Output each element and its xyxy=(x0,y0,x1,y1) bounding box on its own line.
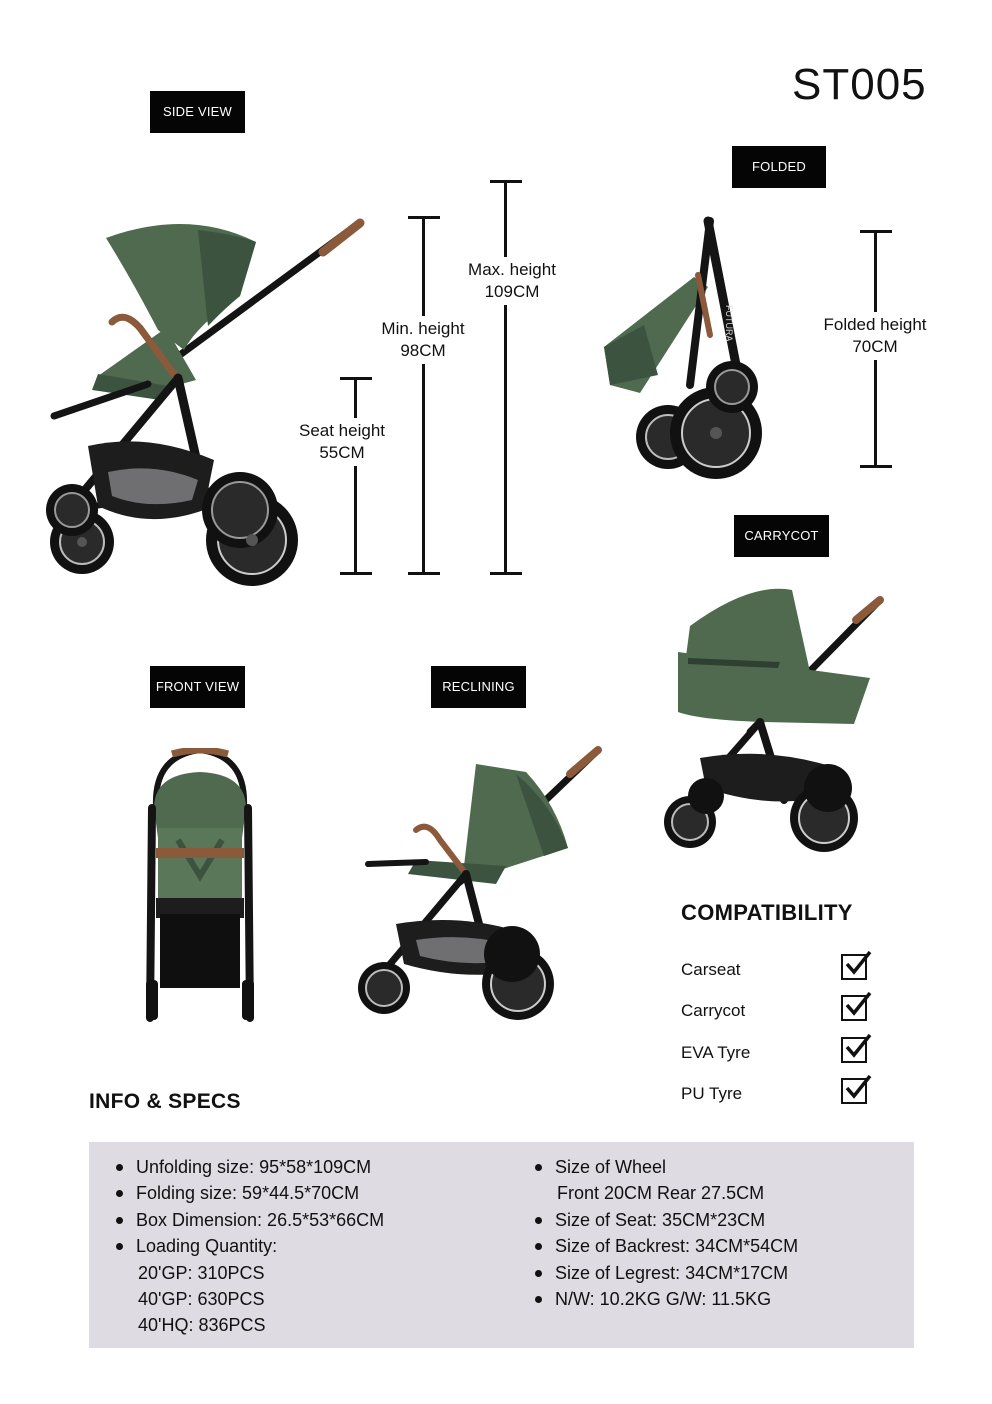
front-view-stroller-image xyxy=(138,748,262,1023)
seat-height-label xyxy=(282,418,402,466)
checkbox-carrycot[interactable] xyxy=(841,995,867,1021)
min-height-value: 98CM xyxy=(400,341,446,360)
max-height-line xyxy=(504,180,507,575)
folded-stroller-image xyxy=(598,215,773,480)
specs-title: INFO & SPECS xyxy=(89,1090,241,1113)
spec-item: N/W: 10.2KG G/W: 11.5KG xyxy=(533,1286,798,1312)
tag-front-view: FRONT VIEW xyxy=(150,666,245,708)
spec-item: Unfolding size: 95*58*109CM xyxy=(114,1154,384,1180)
check-icon xyxy=(844,950,872,976)
min-height-text: Min. height xyxy=(381,319,465,338)
folded-height-bottom-cap xyxy=(860,465,892,468)
specs-panel xyxy=(89,1142,914,1348)
spec-wheel-detail: Front 20CM Rear 27.5CM xyxy=(557,1183,765,1204)
folded-height-text: Folded height xyxy=(823,315,927,334)
check-icon xyxy=(844,991,872,1017)
tag-reclining: RECLINING xyxy=(431,666,526,708)
spec-loading-40hq: 40'HQ: 836PCS xyxy=(138,1315,266,1336)
tag-folded: FOLDED xyxy=(732,146,826,188)
seat-height-value: 55CM xyxy=(319,443,365,462)
spec-item: Size of Backrest: 34CM*54CM xyxy=(533,1233,798,1259)
spec-item: Folding size: 59*44.5*70CM xyxy=(114,1180,384,1206)
min-height-label xyxy=(362,316,484,364)
folded-height-value: 70CM xyxy=(852,337,898,356)
reclining-stroller-image xyxy=(356,744,606,1024)
compat-row-eva-tyre xyxy=(681,1037,873,1071)
checkbox-carseat[interactable] xyxy=(841,954,867,980)
spec-item: Size of Legrest: 34CM*17CM xyxy=(533,1260,798,1286)
checkbox-pu-tyre[interactable] xyxy=(841,1078,867,1104)
seat-height-text: Seat height xyxy=(298,421,385,440)
spec-item: Box Dimension: 26.5*53*66CM xyxy=(114,1207,384,1233)
tag-side-view: SIDE VIEW xyxy=(150,91,245,133)
folded-brand-text: FUTURA xyxy=(724,305,734,342)
side-view-stroller-image xyxy=(28,210,373,595)
max-height-value: 109CM xyxy=(484,282,540,301)
tag-carrycot: CARRYCOT xyxy=(734,515,829,557)
specs-left-column xyxy=(114,1154,384,1339)
check-icon xyxy=(844,1033,872,1059)
carrycot-stroller-image xyxy=(660,582,890,857)
specs-right-column xyxy=(533,1154,798,1312)
compat-label: Carrycot xyxy=(681,1001,746,1020)
compat-row-pu-tyre xyxy=(681,1078,873,1112)
compat-label: Carseat xyxy=(681,960,741,979)
min-height-line xyxy=(422,216,425,575)
compat-row-carseat xyxy=(681,954,873,988)
seat-height-bottom-cap xyxy=(340,572,372,575)
compat-label: EVA Tyre xyxy=(681,1043,751,1062)
folded-height-label xyxy=(804,312,946,360)
min-height-bottom-cap xyxy=(408,572,440,575)
max-height-text: Max. height xyxy=(468,260,556,279)
compatibility-title: COMPATIBILITY xyxy=(681,900,853,925)
check-icon xyxy=(844,1074,872,1100)
spec-loading-40gp: 40'GP: 630PCS xyxy=(138,1289,265,1310)
compat-label: PU Tyre xyxy=(681,1084,743,1103)
compat-row-carrycot xyxy=(681,995,873,1029)
max-height-bottom-cap xyxy=(490,572,522,575)
checkbox-eva-tyre[interactable] xyxy=(841,1037,867,1063)
seat-height-line xyxy=(354,377,357,575)
max-height-label xyxy=(450,257,574,305)
spec-loading-20gp: 20'GP: 310PCS xyxy=(138,1262,265,1283)
spec-item: Loading Quantity: xyxy=(114,1233,384,1259)
model-number: ST005 xyxy=(792,60,927,109)
spec-item: Size of Seat: 35CM*23CM xyxy=(533,1207,798,1233)
spec-item: Size of Wheel xyxy=(533,1154,798,1180)
